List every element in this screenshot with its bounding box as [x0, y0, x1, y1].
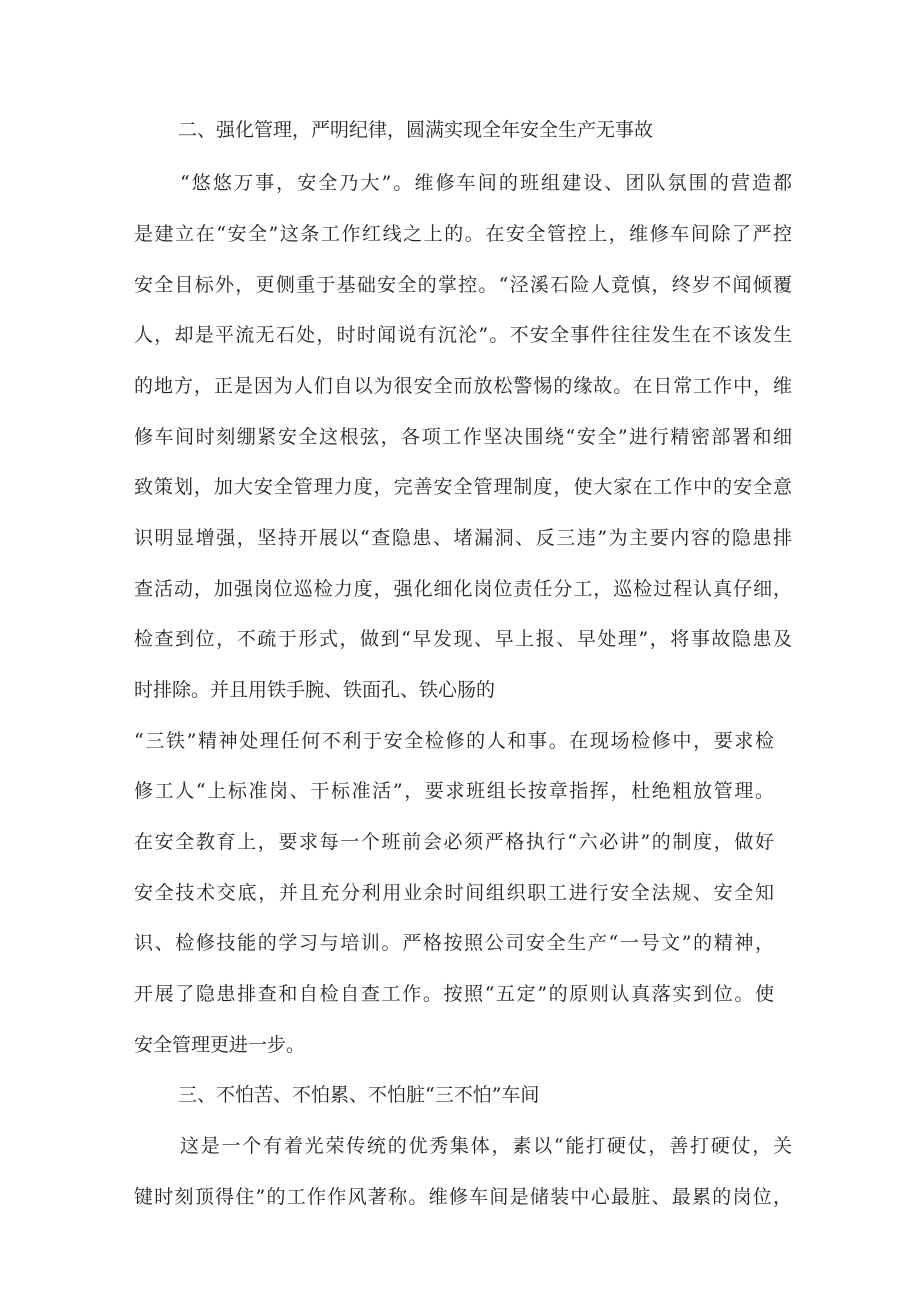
paragraph-line: 这是一个有着光荣传统的优秀集体，素以“能打硬仗，善打硬仗，关 — [180, 1135, 794, 1157]
paragraph-line: “悠悠万事，安全乃大”。维修车间的班组建设、团队氛围的营造都 — [180, 172, 795, 194]
paragraph-line: 查活动，加强岗位巡检力度，强化细化岗位责任分工，巡检过程认真仔细， — [134, 578, 794, 600]
paragraph-line: 识、检修技能的学习与培训。严格按照公司安全生产“一号文”的精神， — [134, 932, 776, 954]
paragraph-line: “三铁”精神处理任何不利于安全检修的人和事。在现场检修中，要求检 — [134, 730, 776, 752]
paragraph-line: 安全目标外，更侧重于基础安全的掌控。“泾溪石险人竟慎，终岁不闻倾覆 — [134, 274, 794, 296]
section-heading-3: 三、不怕苦、不怕累、不怕脏“三不怕”车间 — [178, 1084, 540, 1106]
paragraph-line: 识明显增强，坚持开展以“查隐患、堵漏洞、反三违”为主要内容的隐患排 — [134, 527, 794, 549]
section-heading-2: 二、强化管理，严明纪律，圆满实现全年安全生产无事故 — [178, 119, 654, 141]
paragraph-line: 人，却是平流无石处，时时闻说有沉沦”。不安全事件往往发生在不该发生 — [134, 324, 794, 346]
paragraph-line: 致策划，加大安全管理力度，完善安全管理制度，使大家在工作中的安全意 — [134, 476, 794, 498]
paragraph-line: 开展了隐患排查和自检自查工作。按照“五定”的原则认真落实到位。使 — [134, 983, 776, 1005]
paragraph-line: 检查到位，不疏于形式，做到“早发现、早上报、早处理”，将事故隐患及 — [134, 628, 794, 650]
paragraph-line: 安全管理更进一步。 — [134, 1034, 306, 1056]
paragraph-line: 修车间时刻绷紧安全这根弦，各项工作坚决围绕“安全”进行精密部署和细 — [134, 426, 794, 448]
paragraph-line: 在安全教育上，要求每一个班前会必须严格执行“六必讲”的制度，做好 — [134, 831, 776, 853]
paragraph-line: 安全技术交底，并且充分利用业余时间组织职工进行安全法规、安全知 — [134, 882, 776, 904]
paragraph-line: 时排除。并且用铁手腕、铁面孔、铁心肠的 — [134, 679, 496, 701]
paragraph-line: 修工人“上标准岗、干标准活”，要求班组长按章指挥，杜绝粗放管理。 — [134, 780, 776, 802]
paragraph-line: 的地方，正是因为人们自以为很安全而放松警惕的缘故。在日常工作中，维 — [134, 375, 794, 397]
paragraph-line: 键时刻顶得住”的工作作风著称。维修车间是储装中心最脏、最累的岗位， — [134, 1186, 794, 1208]
paragraph-line: 是建立在“安全”这条工作红线之上的。在安全管控上，维修车间除了严控 — [134, 223, 794, 245]
